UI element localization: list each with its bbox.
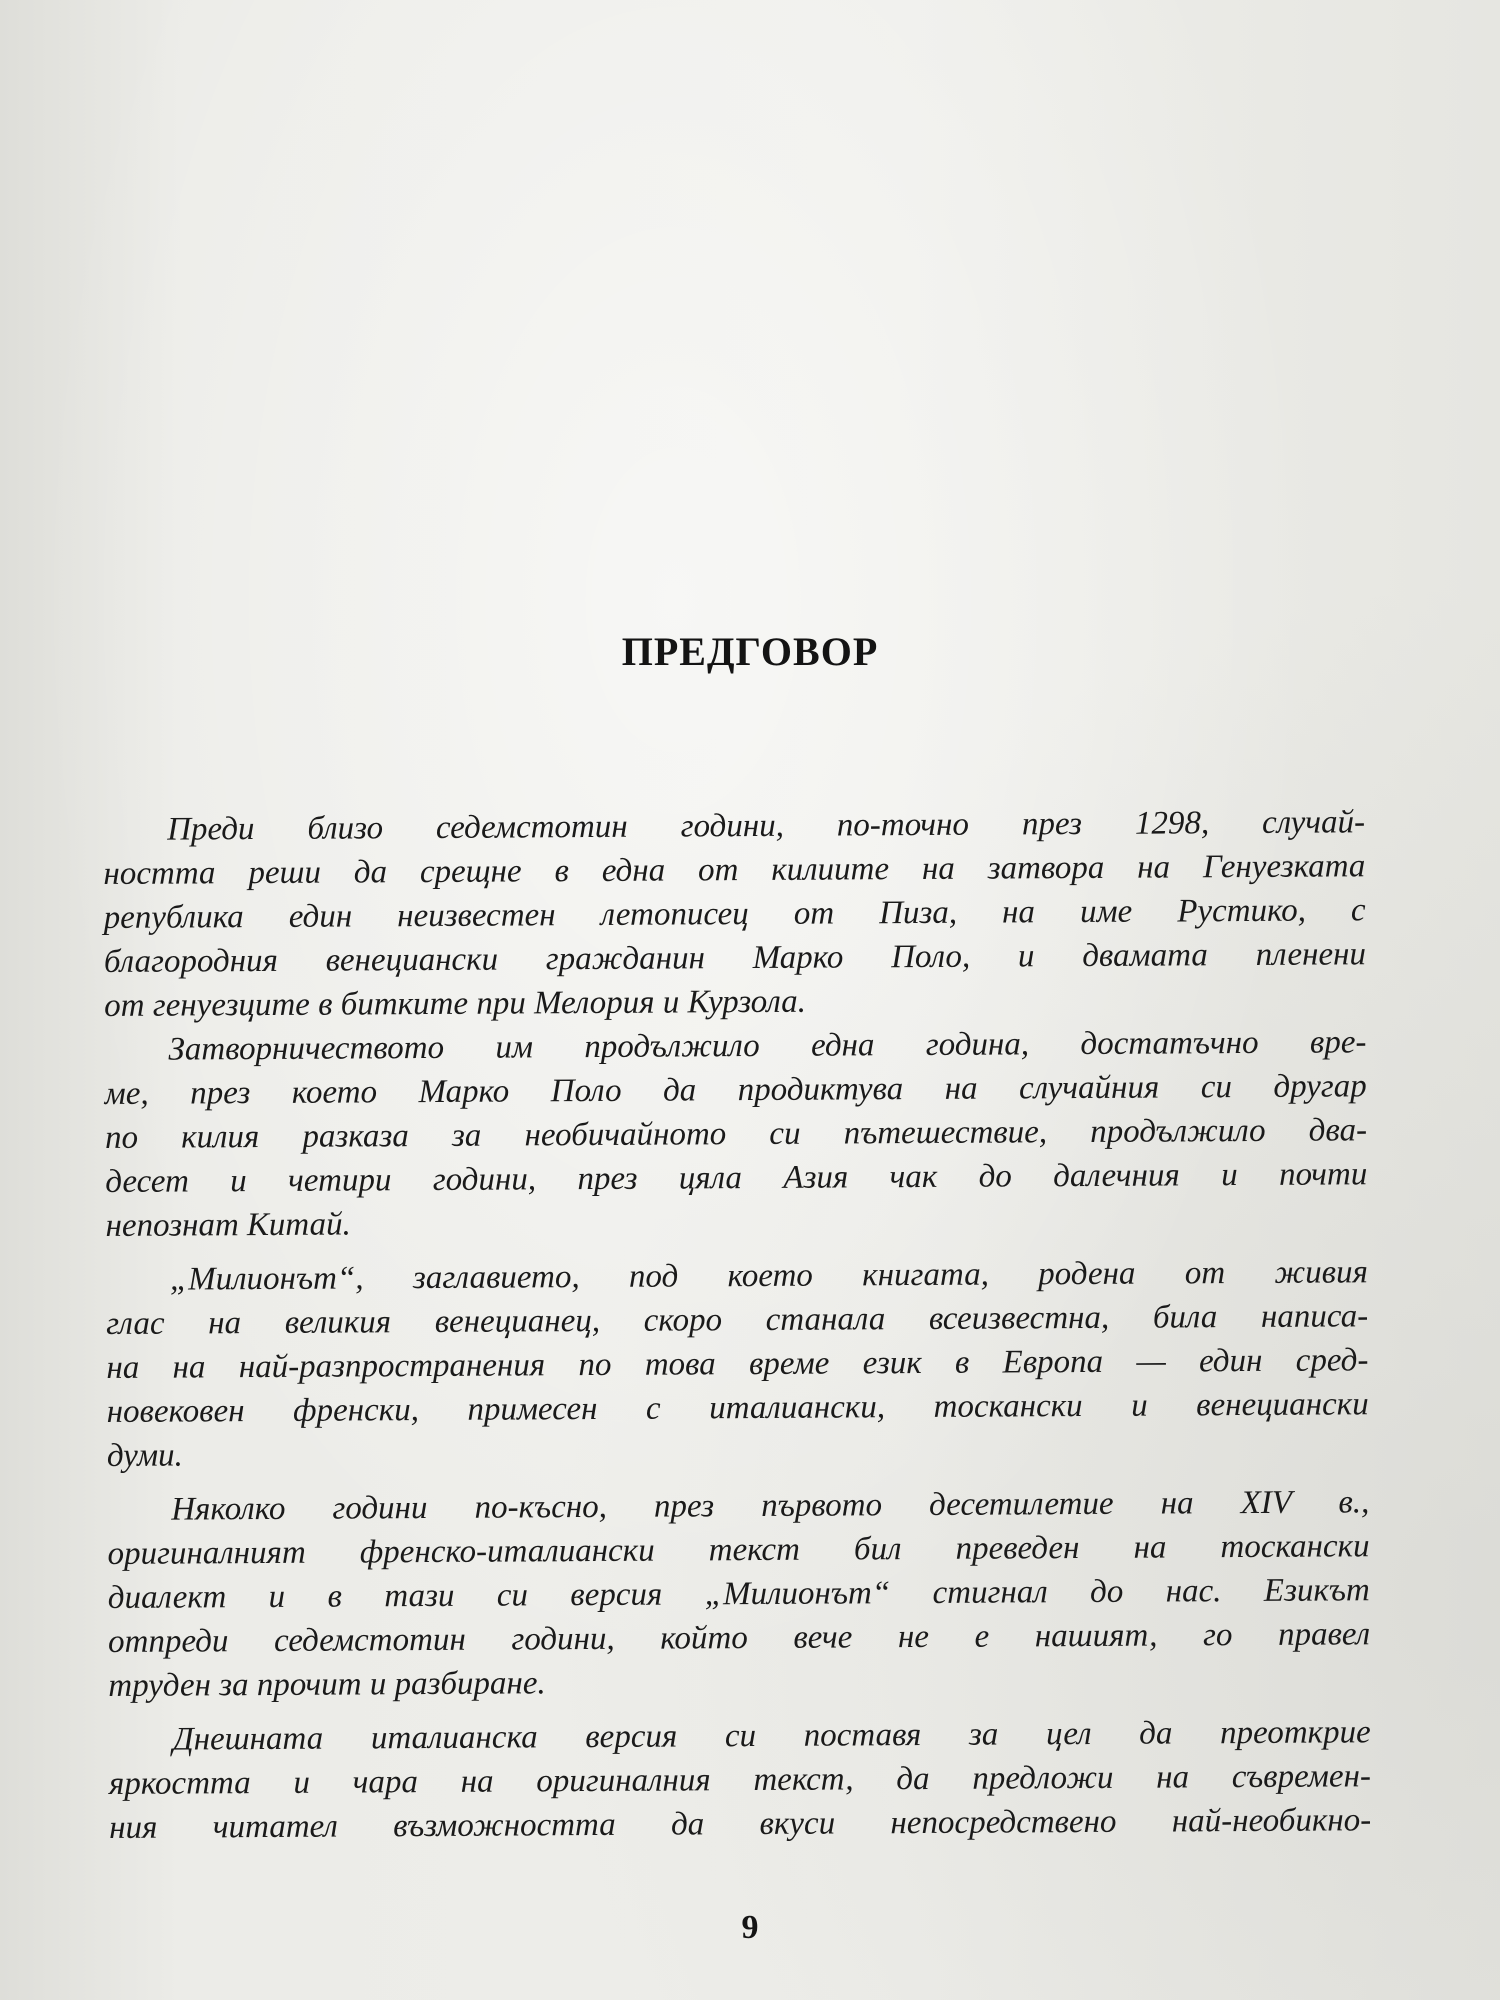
text-line: Затворничеството им продължило една година, достатъчно вре- — [168, 1024, 1367, 1068]
paragraph — [109, 1710, 1372, 1850]
text-line: ме, през което Марко Поло да продиктува на случайния си другар — [104, 1068, 1367, 1112]
text-line: глас на великия венецианец, скоро станала всеизвестна, била написа- — [106, 1298, 1369, 1342]
paragraph — [106, 1250, 1369, 1478]
paragraph — [103, 800, 1366, 1028]
text-line: новековен френски, примесен с италиански, тоскански и венециански — [106, 1386, 1369, 1430]
text-line: по килия разказа за необичайното си пътешествие, продължило два- — [104, 1112, 1368, 1156]
text-line: непознат Китай. — [105, 1206, 351, 1244]
text-line: труден за прочит и разбиране. — [108, 1665, 546, 1704]
text-line: оригиналният френско-италиански текст бил преведен на тоскански — [107, 1528, 1370, 1572]
text-line: Преди близо седемстотин години, по-точно през 1298, случай- — [167, 804, 1366, 848]
paragraph — [104, 1020, 1367, 1248]
text-line: ността реши да срещне в една от килиите на затвора на Генуезката — [103, 848, 1366, 892]
text-line: Няколко години по-късно, през първото десетилетие на XIV в., — [171, 1484, 1370, 1528]
page-number: 9 — [741, 1909, 759, 1946]
text-line: ния читател възможността да вкуси непосредствено най-необикно- — [109, 1802, 1372, 1846]
text-line: яркостта и чара на оригиналния текст, да предложи на съвремен- — [108, 1758, 1372, 1802]
text-line: благородния венециански гражданин Марко Поло, и двамата пленени — [103, 936, 1367, 980]
text-line: думи. — [106, 1437, 183, 1474]
text-line: „Милионът“, заглавието, под което книгата, родена от живия — [169, 1254, 1368, 1298]
text-line: на на най-разпространения по това време език в Европа — един сред- — [106, 1342, 1369, 1386]
chapter-heading: ПРЕДГОВОР — [621, 629, 879, 674]
text-line: от генуезците в битките при Мелория и Курзола. — [104, 983, 807, 1024]
text-line: Днешната италианска версия си поставя за цел да преоткрие — [172, 1714, 1371, 1758]
text-line: република един неизвестен летописец от Пиза, на име Рустико, с — [103, 892, 1366, 936]
text-line: отпреди седемстотин години, който вече не е нашият, го правел — [107, 1616, 1371, 1660]
text-line: десет и четири години, през цяла Азия чак до далечния и почти — [105, 1156, 1368, 1200]
paragraph — [107, 1480, 1370, 1708]
body-text — [103, 800, 1371, 1850]
text-line: диалект и в тази си версия „Милионът“ стигнал до нас. Езикът — [107, 1572, 1370, 1616]
